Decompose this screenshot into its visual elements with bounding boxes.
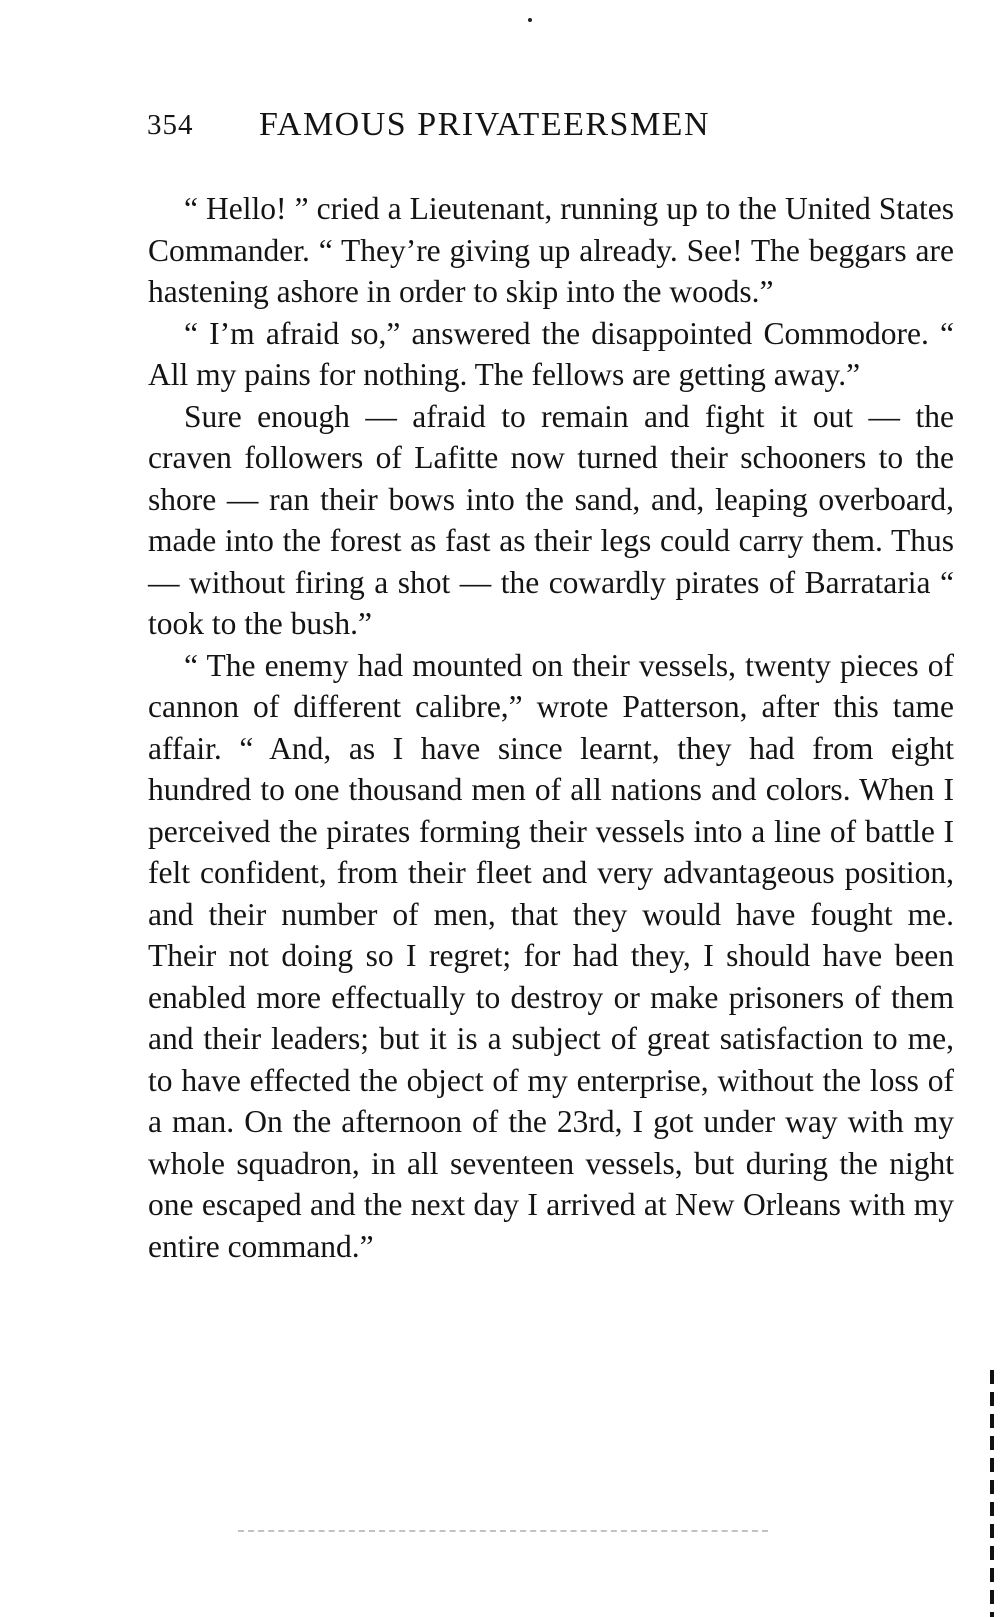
paragraph: “ The enemy had mounted on their vessels, twenty pieces of cannon of different calibre,” wrote Patterson, after this tame affair. “ And, as I have since learnt, they had from eight hundred to one thousand men of all nations and colors. When I perceived the pirates forming their vessels into a line of battle I felt confident, from their fleet and very advantageous position, and their number of men, that they would have fought me. Their not doing so I regret; for had they, I should have been enabled more effectually to destroy or make prisoners of them and their leaders; but it is a subject of great satisfaction to me, to have effected the object of my enterprise, without the loss of a man. On the afternoon of the 23rd, I got under way with my whole squadron, in all seventeen vessels, but during the night one escaped and the next day I arrived at New Orleans with my entire command.” xyxy=(148,647,954,1264)
ink-speck xyxy=(528,18,532,22)
running-title: FAMOUS PRIVATEERSMEN xyxy=(259,106,710,143)
paragraph: Sure enough — afraid to remain and fight it out — the craven followers of Lafitte now turned their schooners to the shore — ran their bows into the sand, and, leaping overboard, made into the forest as fast as their legs could carry them. Thus — without firing a shot — the cowardly pirates of Barrataria “ took to the bush.” xyxy=(148,398,954,641)
paragraph: “ I’m afraid so,” answered the disappointed Commodore. “ All my pains for nothing. The fellows are getting away.” xyxy=(148,315,954,392)
page-header xyxy=(147,100,957,150)
page-number: 354 xyxy=(147,109,194,141)
paragraph: “ Hello! ” cried a Lieutenant, running up to the United States Commander. “ They’re giving up already. See! The beggars are hastening ashore in order to skip into the woods.” xyxy=(148,191,954,309)
bleed-through-marks xyxy=(238,1530,768,1534)
page-edge-marks xyxy=(990,1370,994,1617)
body-text xyxy=(148,188,954,1267)
